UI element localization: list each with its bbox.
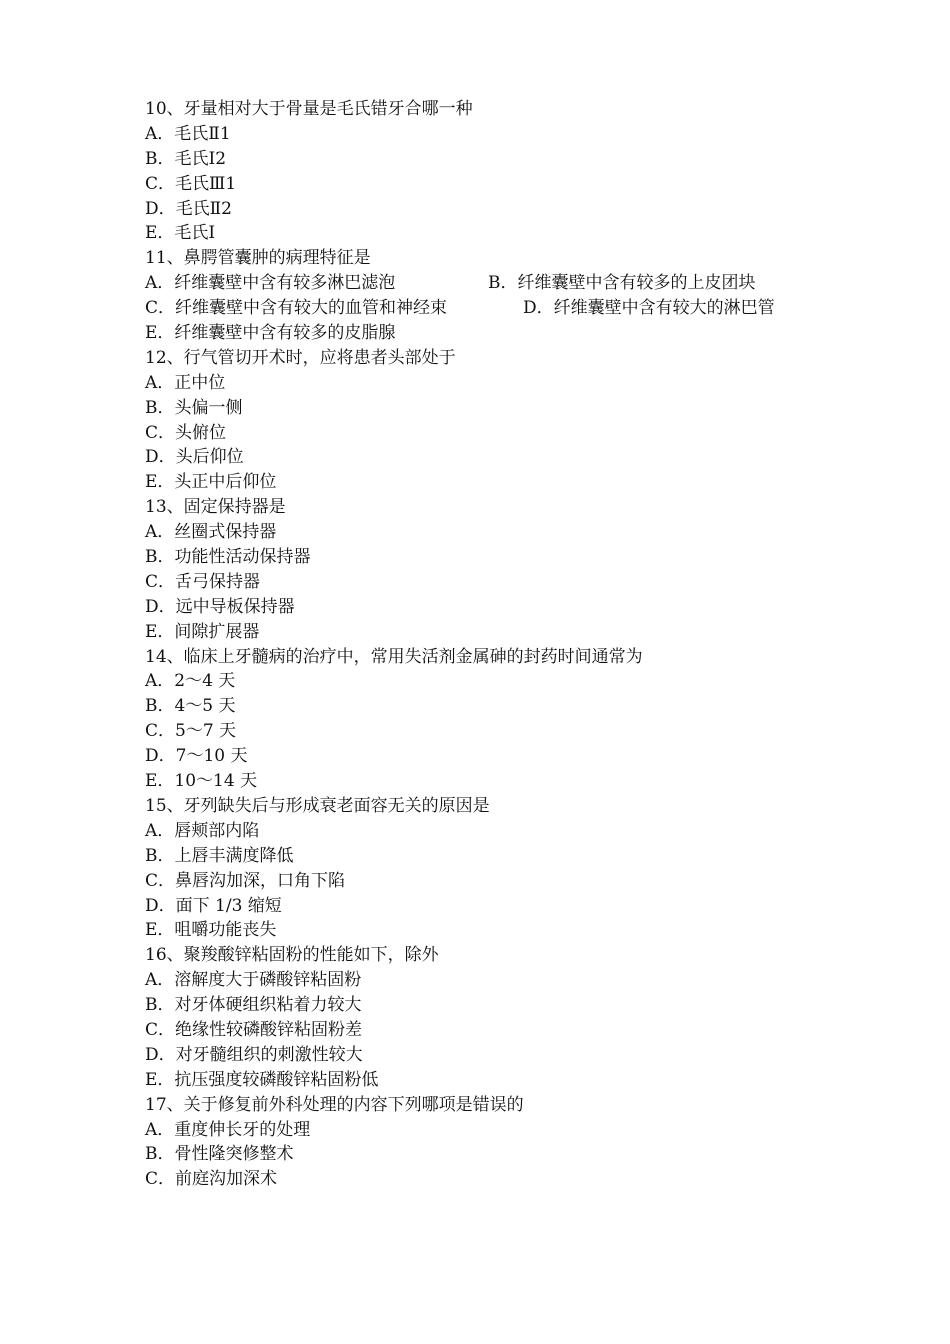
question-stem: 16、聚羧酸锌粘固粉的性能如下，除外 bbox=[145, 945, 439, 966]
option: B．上唇丰满度降低 bbox=[145, 845, 294, 866]
option-row bbox=[145, 296, 845, 321]
option: D．面下 1/3 缩短 bbox=[145, 895, 282, 916]
option-row bbox=[145, 271, 845, 296]
option: C．纤维囊壁中含有较大的血管和神经束 bbox=[145, 298, 448, 319]
option: D．头后仰位 bbox=[145, 447, 244, 468]
question-stem: 14、临床上牙髓病的治疗中，常用失活剂金属砷的封药时间通常为 bbox=[145, 646, 643, 667]
option: C．舌弓保持器 bbox=[145, 571, 261, 592]
option: A．2～4 天 bbox=[145, 671, 236, 692]
option: C．5～7 天 bbox=[145, 721, 237, 742]
option: D．毛氏Ⅱ2 bbox=[145, 198, 233, 219]
exam-page bbox=[145, 97, 845, 1192]
option: C．绝缘性较磷酸锌粘固粉差 bbox=[145, 1019, 363, 1040]
option-row bbox=[145, 321, 845, 346]
option: B．功能性活动保持器 bbox=[145, 547, 311, 568]
question-stem: 17、关于修复前外科处理的内容下列哪项是错误的 bbox=[145, 1094, 524, 1115]
option: A．丝圈式保持器 bbox=[145, 522, 277, 543]
question-stem: 12、行气管切开术时，应将患者头部处于 bbox=[145, 347, 456, 368]
option: C．前庭沟加深术 bbox=[145, 1169, 278, 1190]
option: D．对牙髓组织的刺激性较大 bbox=[145, 1044, 363, 1065]
option: E．咀嚼功能丧失 bbox=[145, 920, 277, 941]
option: D．远中导板保持器 bbox=[145, 596, 295, 617]
question-stem: 15、牙列缺失后与形成衰老面容无关的原因是 bbox=[145, 795, 490, 816]
question-stem: 13、固定保持器是 bbox=[145, 497, 286, 518]
option: E．纤维囊壁中含有较多的皮脂腺 bbox=[145, 323, 396, 344]
question-stem: 10、牙量相对大于骨量是毛氏错牙合哪一种 bbox=[145, 99, 473, 119]
option: A．纤维囊壁中含有较多淋巴滤泡 bbox=[145, 273, 396, 294]
option: C．毛氏Ⅲ1 bbox=[145, 173, 237, 194]
option: B．对牙体硬组织粘着力较大 bbox=[145, 995, 362, 1016]
option: B．毛氏Ⅰ2 bbox=[145, 148, 227, 169]
option: A．唇颊部内陷 bbox=[145, 820, 260, 841]
option: E．间隙扩展器 bbox=[145, 621, 260, 642]
question-stem: 11、鼻腭管囊肿的病理特征是 bbox=[145, 248, 371, 269]
option: E．10～14 天 bbox=[145, 771, 258, 792]
option: A．毛氏Ⅱ1 bbox=[145, 123, 231, 144]
option: A．重度伸长牙的处理 bbox=[145, 1119, 311, 1140]
option: D．7～10 天 bbox=[145, 746, 248, 767]
option: E．毛氏Ⅰ bbox=[145, 223, 216, 244]
option: D．纤维囊壁中含有较大的淋巴管 bbox=[523, 298, 775, 319]
option: A．正中位 bbox=[145, 372, 226, 393]
option: B．4～5 天 bbox=[145, 696, 236, 717]
option: A．溶解度大于磷酸锌粘固粉 bbox=[145, 970, 362, 991]
option: B．纤维囊壁中含有较多的上皮团块 bbox=[488, 273, 756, 294]
option: E．抗压强度较磷酸锌粘固粉低 bbox=[145, 1069, 379, 1090]
option: C．头俯位 bbox=[145, 422, 227, 443]
option: B．头偏一侧 bbox=[145, 397, 243, 418]
option: B．骨性隆突修整术 bbox=[145, 1144, 294, 1165]
option: E．头正中后仰位 bbox=[145, 472, 277, 493]
option: C．鼻唇沟加深，口角下陷 bbox=[145, 870, 346, 891]
